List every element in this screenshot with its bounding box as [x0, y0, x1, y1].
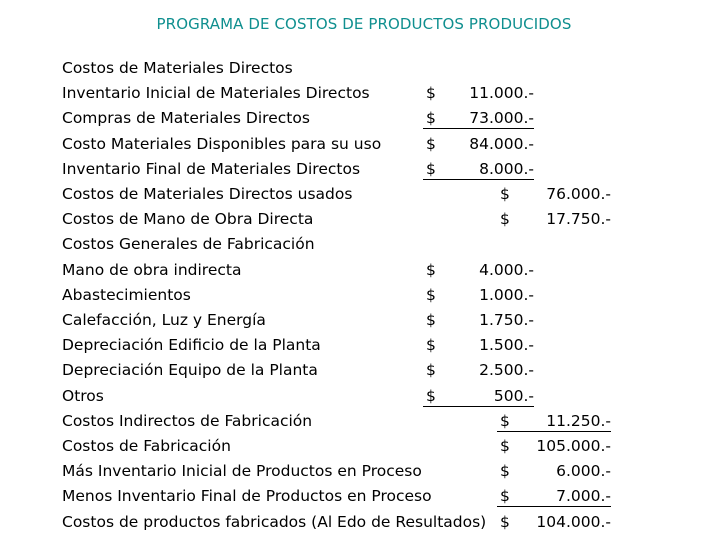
subtotal-amount-cell [497, 434, 611, 456]
amount-value: 104.000.- [536, 512, 611, 531]
detail-amount-cell [423, 333, 534, 355]
row-label: Costos de Materiales Directos usados [62, 185, 353, 203]
detail-amount-cell [423, 384, 534, 407]
currency-symbol: $ [426, 159, 436, 178]
currency-symbol: $ [426, 361, 436, 380]
detail-amount-cell [423, 81, 534, 103]
row-label: Mano de obra indirecta [62, 260, 242, 279]
amount-value: 500.- [493, 386, 534, 405]
currency-symbol: $ [500, 487, 510, 506]
amount-value: 6.000.- [556, 462, 611, 481]
currency-symbol: $ [426, 311, 436, 329]
row-label: Costos de Mano de Obra Directa [62, 210, 314, 229]
row-label: Inventario Final de Materiales Directos [62, 159, 361, 178]
schedule-row [0, 207, 728, 231]
row-label: Costos de productos fabricados (Al Edo de Resultados) [62, 512, 487, 531]
row-label: Costo Materiales Disponibles para su uso [62, 134, 382, 153]
schedule-row [0, 510, 728, 534]
currency-symbol: $ [500, 411, 510, 430]
subtotal-amount-cell [497, 182, 611, 204]
row-label: Costos Generales de Fabricación [62, 235, 315, 254]
currency-symbol: $ [426, 336, 436, 355]
page-title: PROGRAMA DE COSTOS DE PRODUCTOS PRODUCIDOS [156, 15, 572, 33]
amount-value: 11.250.- [546, 411, 611, 430]
detail-amount-cell [423, 106, 534, 129]
amount-value: 17.750.- [546, 210, 611, 229]
currency-symbol: $ [426, 134, 436, 153]
subtotal-amount-cell [497, 459, 611, 481]
schedule-row [0, 81, 728, 105]
currency-symbol: $ [426, 285, 436, 304]
subtotal-amount-cell [497, 484, 611, 507]
row-label: Costos de Fabricación [62, 437, 231, 455]
schedule-row [0, 409, 728, 433]
detail-amount-cell [423, 258, 534, 280]
amount-value: 1.500.- [479, 336, 534, 355]
currency-symbol: $ [426, 260, 436, 279]
schedule-row [0, 308, 728, 332]
row-label: Menos Inventario Final de Productos en Proceso [62, 487, 432, 506]
amount-value: 105.000.- [536, 437, 611, 455]
row-label: Inventario Inicial de Materiales Directos [62, 84, 370, 103]
schedule-row [0, 56, 728, 80]
row-label: Costos de Materiales Directos [62, 59, 293, 77]
row-label: Compras de Materiales Directos [62, 109, 310, 128]
schedule-row [0, 283, 728, 307]
schedule-row [0, 434, 728, 458]
detail-amount-cell [423, 132, 534, 154]
row-label: Depreciación Equipo de la Planta [62, 361, 318, 380]
amount-value: 7.000.- [556, 487, 611, 506]
subtotal-amount-cell [497, 510, 611, 532]
amount-value: 8.000.- [479, 159, 534, 178]
row-label: Abastecimientos [62, 285, 191, 304]
schedule-row [0, 106, 728, 130]
currency-symbol: $ [500, 462, 510, 481]
subtotal-amount-cell [497, 409, 611, 432]
amount-value: 1.000.- [479, 285, 534, 304]
row-label: Costos Indirectos de Fabricación [62, 411, 313, 430]
row-label: Más Inventario Inicial de Productos en Proceso [62, 462, 422, 481]
amount-value: 4.000.- [479, 260, 534, 279]
row-label: Calefacción, Luz y Energía [62, 311, 266, 329]
schedule-row [0, 484, 728, 508]
schedule-row [0, 459, 728, 483]
row-label: Otros [62, 386, 104, 405]
schedule-row [0, 157, 728, 181]
currency-symbol: $ [500, 185, 510, 203]
currency-symbol: $ [500, 437, 510, 455]
currency-symbol: $ [426, 84, 436, 103]
currency-symbol: $ [426, 109, 436, 128]
amount-value: 76.000.- [546, 185, 611, 203]
row-label: Depreciación Edificio de la Planta [62, 336, 321, 355]
currency-symbol: $ [426, 386, 436, 405]
amount-value: 84.000.- [469, 134, 534, 153]
amount-value: 2.500.- [479, 361, 534, 380]
detail-amount-cell [423, 308, 534, 330]
schedule-row [0, 333, 728, 357]
schedule-row [0, 232, 728, 256]
currency-symbol: $ [500, 512, 510, 531]
detail-amount-cell [423, 283, 534, 305]
amount-value: 11.000.- [469, 84, 534, 103]
detail-amount-cell [423, 358, 534, 380]
currency-symbol: $ [500, 210, 510, 229]
schedule-row [0, 258, 728, 282]
amount-value: 1.750.- [479, 311, 534, 329]
schedule-row [0, 182, 728, 206]
schedule-row [0, 384, 728, 408]
detail-amount-cell [423, 157, 534, 180]
schedule-row [0, 358, 728, 382]
amount-value: 73.000.- [469, 109, 534, 128]
subtotal-amount-cell [497, 207, 611, 229]
schedule-row [0, 132, 728, 156]
